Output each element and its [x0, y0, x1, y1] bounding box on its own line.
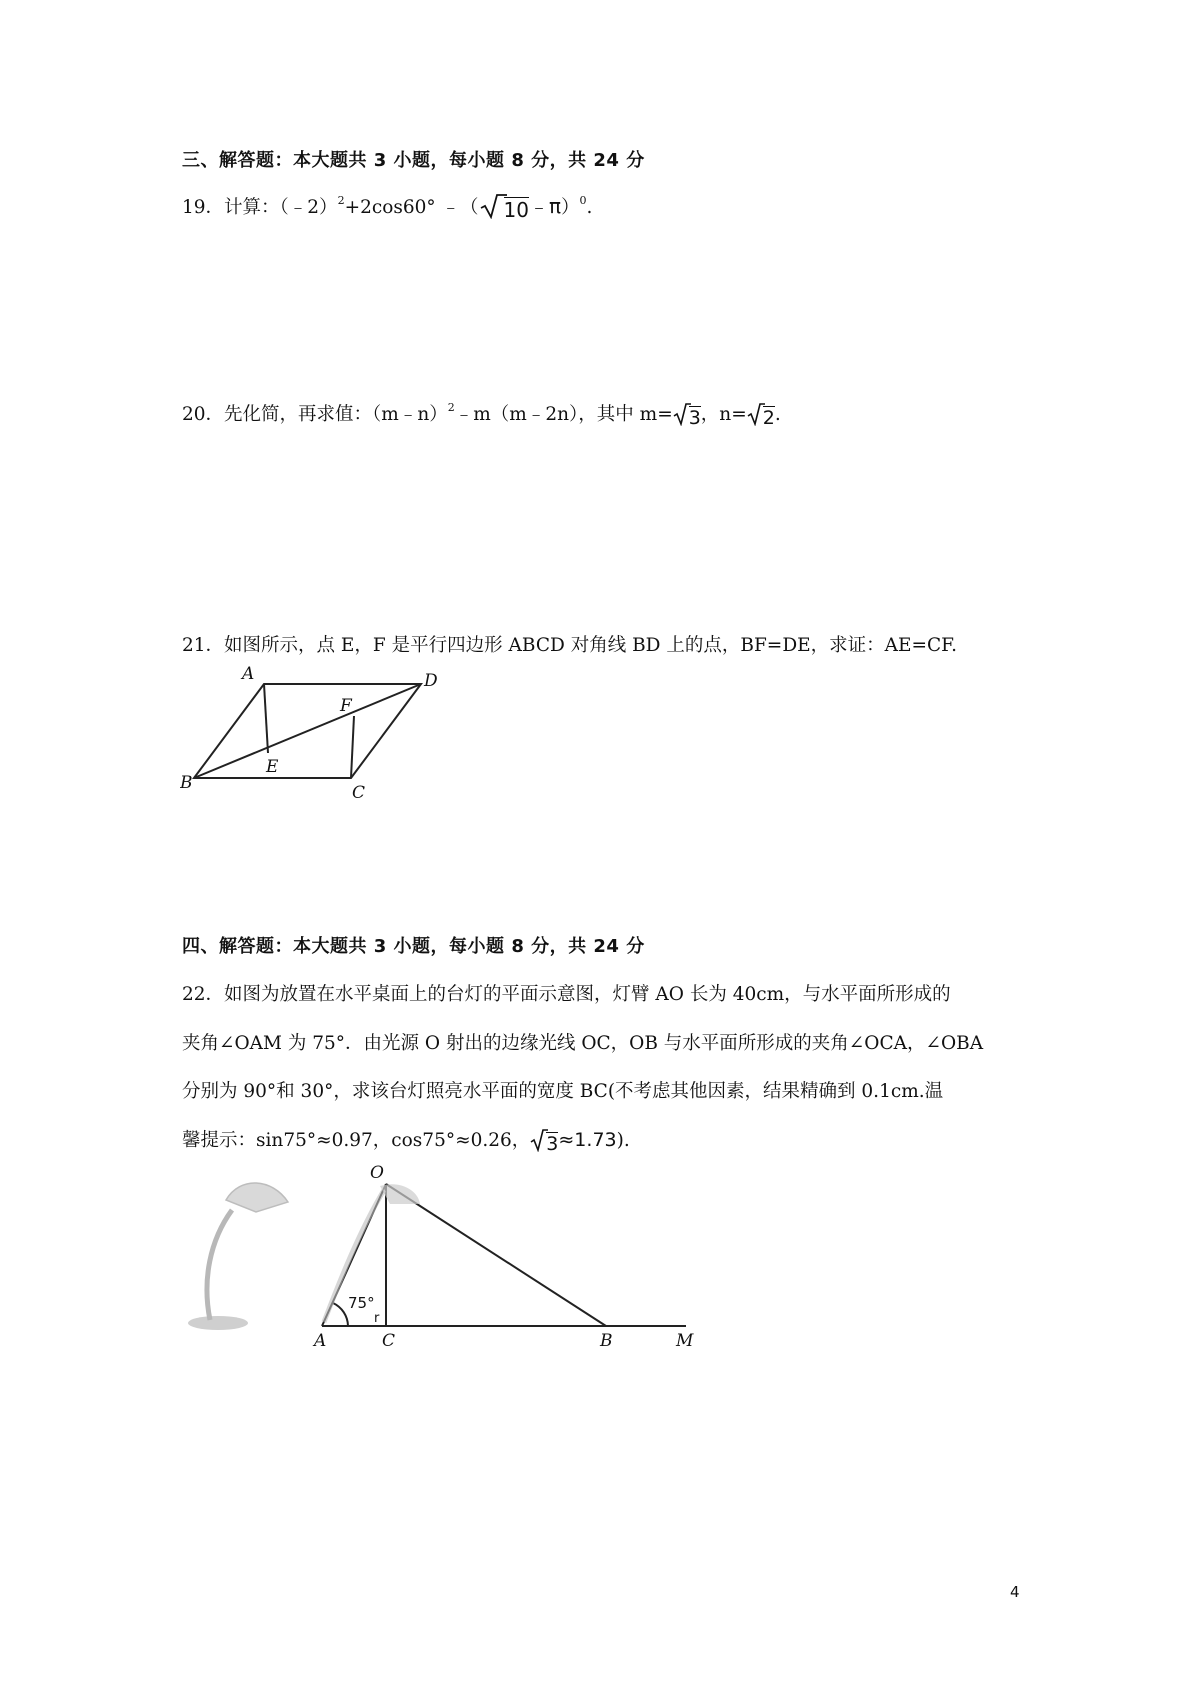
q19-close: ） — [561, 197, 580, 218]
label-m: M — [676, 1331, 694, 1350]
sqrt-sign-icon — [479, 193, 507, 219]
right-angle-mark: r — [374, 1311, 380, 1326]
label-c: C — [382, 1331, 396, 1350]
section-4-heading: 四、解答题：本大题共 3 小题，每小题 8 分，共 24 分 — [182, 936, 645, 957]
lamp-shade-icon — [226, 1183, 288, 1212]
lamp-arm-icon — [207, 1210, 232, 1320]
question-22-line-4 — [182, 1128, 630, 1157]
section-3-heading: 三、解答题：本大题共 3 小题，每小题 8 分，共 24 分 — [182, 150, 645, 171]
q22-sqrt — [530, 1128, 558, 1157]
angle-label-75: 75° — [348, 1294, 375, 1312]
q22-approx: ≈1.73 — [558, 1129, 617, 1151]
label-c: C — [352, 783, 366, 803]
q22-sqrt-arg: 3 — [546, 1133, 559, 1155]
question-22-line-2: 夹角∠OAM 为 75°．由光源 O 射出的边缘光线 OC，OB 与水平面所形成的夹角∠OCA，∠OBA — [182, 1033, 984, 1054]
page-number: 4 — [1010, 1583, 1020, 1601]
q19-end: . — [586, 197, 593, 218]
question-19 — [182, 189, 592, 224]
q19-sqrt — [479, 193, 529, 224]
q20-sqrt-n — [747, 402, 775, 431]
desk-lamp-picture — [180, 1170, 300, 1340]
q19-sqrt-rest: ﹣π — [528, 194, 561, 218]
label-a: A — [242, 664, 255, 684]
label-a: A — [314, 1331, 327, 1350]
lamp-triangle-figure — [300, 1160, 700, 1350]
q19-prefix: 19．计算：（﹣2） — [182, 197, 338, 218]
label-b: B — [600, 1331, 613, 1350]
label-o: O — [370, 1163, 384, 1183]
question-21: 21．如图所示，点 E，F 是平行四边形 ABCD 对角线 BD 上的点，BF=DE，求证：AE=CF. — [182, 635, 958, 656]
question-22-line-3: 分别为 90°和 30°，求该台灯照亮水平面的宽度 BC(不考虑其他因素，结果精确到 0.1cm.温 — [182, 1081, 944, 1102]
q19-mid: +2cos60° ﹣（ — [344, 197, 479, 218]
q19-exponent-2: 2 — [337, 194, 345, 207]
q20-exponent: 2 — [447, 401, 455, 414]
question-22-line-1: 22．如图为放置在水平桌面上的台灯的平面示意图，灯臂 AO 长为 40cm，与水平面所形成的 — [182, 984, 951, 1005]
label-e: E — [266, 757, 279, 777]
q20-sqrt-m-arg: 3 — [688, 407, 701, 429]
label-b: B — [180, 773, 193, 793]
segment-ob — [386, 1184, 606, 1326]
q19-sqrt-arg: 10 — [503, 198, 529, 222]
q20-prefix: 20．先化简，再求值：（m﹣n） — [182, 404, 448, 425]
lamp-base-icon — [188, 1316, 248, 1330]
q20-sqrt-n-arg: 2 — [762, 407, 775, 429]
q22-hint-prefix: 馨提示：sin75°≈0.97，cos75°≈0.26， — [182, 1130, 531, 1151]
q20-sqrt-m — [673, 402, 701, 431]
parallelogram-figure — [180, 664, 440, 804]
segment-cf — [351, 716, 354, 778]
segment-ae — [264, 684, 268, 753]
q20-sep: ，n= — [700, 404, 747, 425]
label-f: F — [340, 696, 352, 716]
q20-mid: ﹣m（m﹣2n），其中 m= — [454, 404, 673, 425]
label-d: D — [424, 671, 438, 691]
q19-exponent-0: 0 — [579, 194, 587, 207]
sqrt-sign-icon — [673, 402, 691, 426]
question-20 — [182, 396, 781, 431]
angle-arc — [333, 1303, 348, 1326]
q20-end: . — [774, 404, 781, 425]
q22-hint-end: ). — [616, 1130, 630, 1151]
